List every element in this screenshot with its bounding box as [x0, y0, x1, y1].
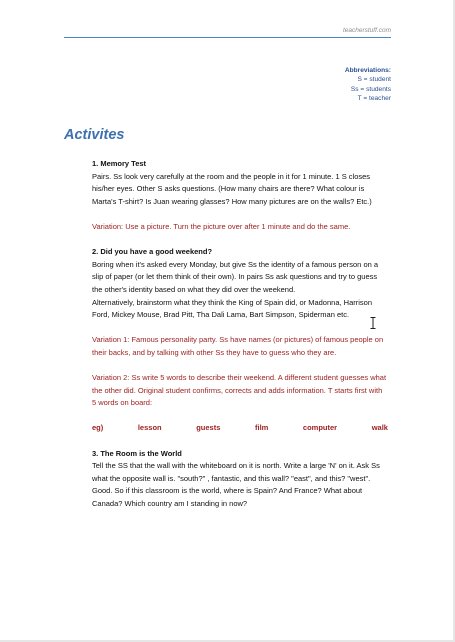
text-cursor-icon — [370, 317, 376, 329]
section-text-world: Tell the SS that the wall with the whiteboard on it is north. Write a large 'N' on it. Ask Ss what the opposite wall is. "south?" , fantastic, and this wall? "east", and this? "west". Good. So if this classroom is the world, where is Spain? And France? What about Canada? Which country am I standing in now? — [92, 461, 380, 509]
example-word: guests — [196, 423, 221, 433]
variation-memory: Variation: Use a picture. Turn the picture over after 1 minute and do the same. — [92, 221, 351, 231]
abbreviations-title: Abbreviations: — [344, 67, 391, 74]
variation-1-weekend: Variation 1: Famous personality party. Ss have names (or pictures) of famous people on their backs, and by talking with other Ss they have to guess who they are. — [92, 335, 384, 357]
section-text-weekend-alt: Alternatively, brainstorm what they think the King of Spain did, or Madonna, Harrison Ford, Mickey Mouse, Brad Pitt, Tha Dali Lama, Bart Simpson, Spiderman etc. — [92, 297, 373, 320]
example-word: walk — [371, 423, 388, 433]
activities-content — [92, 158, 388, 523]
section-text-memory: Pairs. Ss look very carefully at the room and the people in it for 1 minute. 1 S closes his/her eyes. Other S asks questions. (How many chairs are there? What colour is Marta's T-shirt? Is Juan wearing glasses? How many pictures are on the walls? Etc.) — [92, 171, 372, 206]
example-word: computer — [302, 423, 338, 433]
example-word: lesson — [137, 423, 162, 433]
section-title-world: 3. The Room is the World — [92, 448, 182, 458]
site-url: teacherstuff.com — [342, 27, 391, 34]
header-rule — [64, 37, 391, 38]
abbreviation-item: Ss = students — [350, 85, 391, 93]
example-words — [92, 422, 388, 435]
section-text-weekend: Boring when it's asked every Monday, but give Ss the identity of a famous person on a slip of paper (or let them think of their own). In pairs Ss ask questions and try to guess the other's identity based on what they did over the weekend. — [92, 259, 379, 294]
example-word: film — [254, 423, 269, 433]
variation-2-weekend: Variation 2: Ss write 5 words to describe their weekend. A different student guesses what the other did. Original student confirms, corrects and adds information. T starts first with 5 words on board: — [92, 373, 387, 408]
example-word: eg) — [92, 423, 104, 433]
section-title-weekend: 2. Did you have a good weekend? — [92, 247, 213, 257]
abbreviation-item: T = teacher — [357, 95, 391, 103]
section-title-memory: 1. Memory Test — [92, 159, 147, 168]
abbreviations-block — [345, 66, 391, 104]
page-heading: Activites — [64, 127, 125, 143]
abbreviation-item: S = student — [357, 76, 391, 84]
